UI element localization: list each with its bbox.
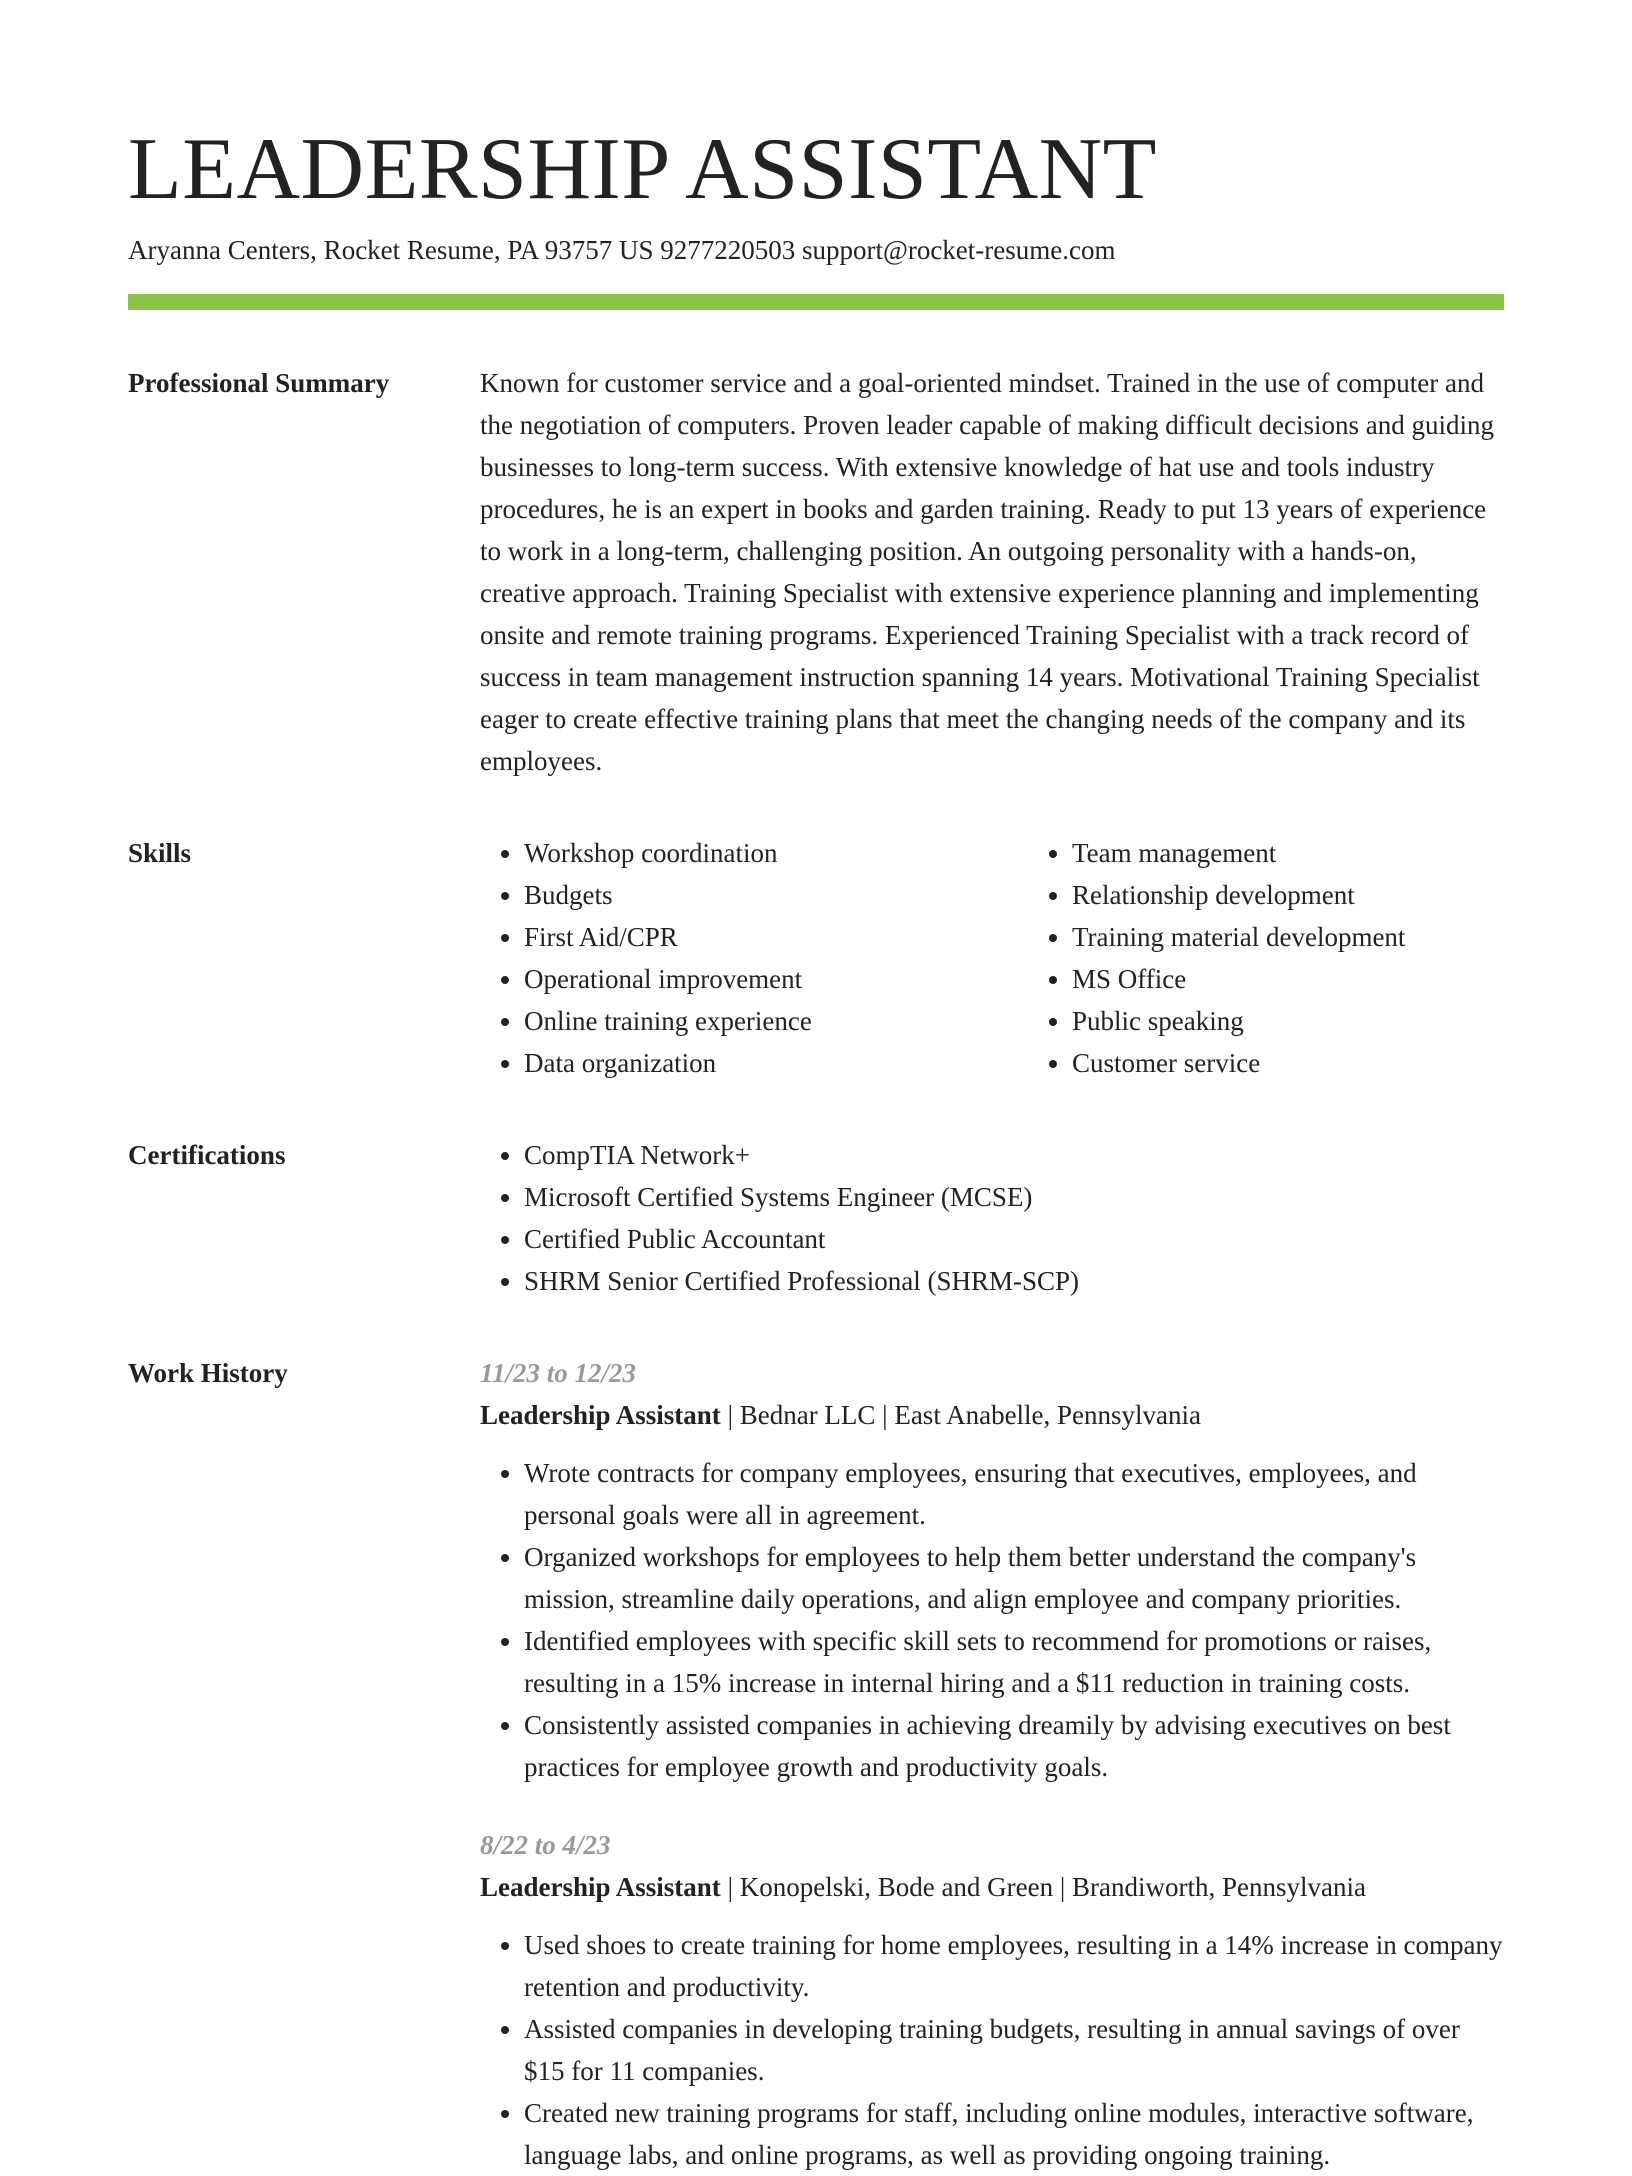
job-bullet: • Organized workshops for employees to help them better understand the company's mission, streamline daily operations, and align employee and company priorities. xyxy=(524,1536,1504,1620)
certifications-section xyxy=(128,1134,1504,1302)
skills-body xyxy=(480,832,1576,1084)
section-title-summary: Professional Summary xyxy=(128,368,390,398)
summary-body xyxy=(480,362,1504,782)
skill-item: • Data organization xyxy=(524,1042,1028,1084)
job-bullet: • Assisted companies in developing training budgets, resulting in annual savings of over $15 for 11 companies. xyxy=(524,2008,1504,2092)
certifications-list xyxy=(480,1134,1504,1302)
job-bullet: • Consistently assisted companies in achieving dreamily by advising executives on best practices for employee growth and productivity goals. xyxy=(524,1704,1504,1788)
skill-item: • Training material development xyxy=(1072,916,1576,958)
job-heading xyxy=(480,1394,1504,1436)
job-bullets xyxy=(480,1452,1504,1788)
job-details: | Konopelski, Bode and Green | Brandiworth, Pennsylvania xyxy=(720,1872,1367,1902)
section-title-certifications: Certifications xyxy=(128,1140,286,1170)
skill-item: • Operational improvement xyxy=(524,958,1028,1000)
skill-item: • Public speaking xyxy=(1072,1000,1576,1042)
job-heading xyxy=(480,1866,1504,1908)
skill-item: • Online training experience xyxy=(524,1000,1028,1042)
certification-item: • CompTIA Network+ xyxy=(524,1134,1504,1176)
work-history-section xyxy=(128,1352,1504,2176)
contact-line: Aryanna Centers, Rocket Resume, PA 93757 US 9277220503 support@rocket-resume.com xyxy=(128,235,1116,265)
skill-item: • Relationship development xyxy=(1072,874,1576,916)
work-history-body xyxy=(480,1352,1504,2176)
certification-item: • SHRM Senior Certified Professional (SHRM-SCP) xyxy=(524,1260,1504,1302)
section-title-skills: Skills xyxy=(128,838,192,868)
summary-text: Known for customer service and a goal-oriented mindset. Trained in the use of computer and the negotiation of computers. Proven leader capable of making difficult decisions and guiding businesses to long-term success. With extensive knowledge of hat use and tools industry procedures, he is an expert in books and garden training. Ready to put 13 years of experience to work in a long-term, challenging position. An outgoing personality with a hands-on, creative approach. Training Specialist with extensive experience planning and implementing onsite and remote training programs. Experienced Training Specialist with a track record of success in team management instruction spanning 14 years. Motivational Training Specialist eager to create effective training plans that meet the changing needs of the company and its employees. xyxy=(480,368,1494,776)
skill-item: • First Aid/CPR xyxy=(524,916,1028,958)
job-bullet: • Created new training programs for staff, including online modules, interactive software, language labs, and online programs, as well as providing ongoing training. xyxy=(524,2092,1504,2176)
job-bullet: • Wrote contracts for company employees, ensuring that executives, employees, and personal goals were all in agreement. xyxy=(524,1452,1504,1536)
certification-item: • Certified Public Accountant xyxy=(524,1218,1504,1260)
summary-section xyxy=(128,362,1504,782)
job-details: | Bednar LLC | East Anabelle, Pennsylvania xyxy=(720,1400,1202,1430)
skill-item: • Team management xyxy=(1072,832,1576,874)
skill-item: • MS Office xyxy=(1072,958,1576,1000)
skill-item: • Budgets xyxy=(524,874,1028,916)
resume-name: LEADERSHIP ASSISTANT xyxy=(128,121,1157,218)
job-dates: 8/22 to 4/23 xyxy=(480,1830,611,1860)
certifications-body xyxy=(480,1134,1504,1302)
skill-item: • Workshop coordination xyxy=(524,832,1028,874)
job-bullet: • Identified employees with specific skill sets to recommend for promotions or raises, resulting in a 15% increase in internal hiring and a $11 reduction in training costs. xyxy=(524,1620,1504,1704)
job-dates: 11/23 to 12/23 xyxy=(480,1358,637,1388)
skills-columns xyxy=(480,832,1576,1084)
header-divider xyxy=(128,294,1504,310)
job-entry xyxy=(480,1824,1504,2176)
section-title-work-history: Work History xyxy=(128,1358,288,1388)
certification-item: • Microsoft Certified Systems Engineer (MCSE) xyxy=(524,1176,1504,1218)
job-title: Leadership Assistant xyxy=(480,1872,721,1902)
job-bullets xyxy=(480,1924,1504,2176)
job-bullet: • Used shoes to create training for home employees, resulting in a 14% increase in company retention and productivity. xyxy=(524,1924,1504,2008)
skills-list-left xyxy=(480,832,1028,1084)
job-entry xyxy=(480,1352,1504,1788)
skills-section xyxy=(128,832,1504,1084)
skills-list-right xyxy=(1028,832,1576,1084)
job-title: Leadership Assistant xyxy=(480,1400,721,1430)
skill-item: • Customer service xyxy=(1072,1042,1576,1084)
